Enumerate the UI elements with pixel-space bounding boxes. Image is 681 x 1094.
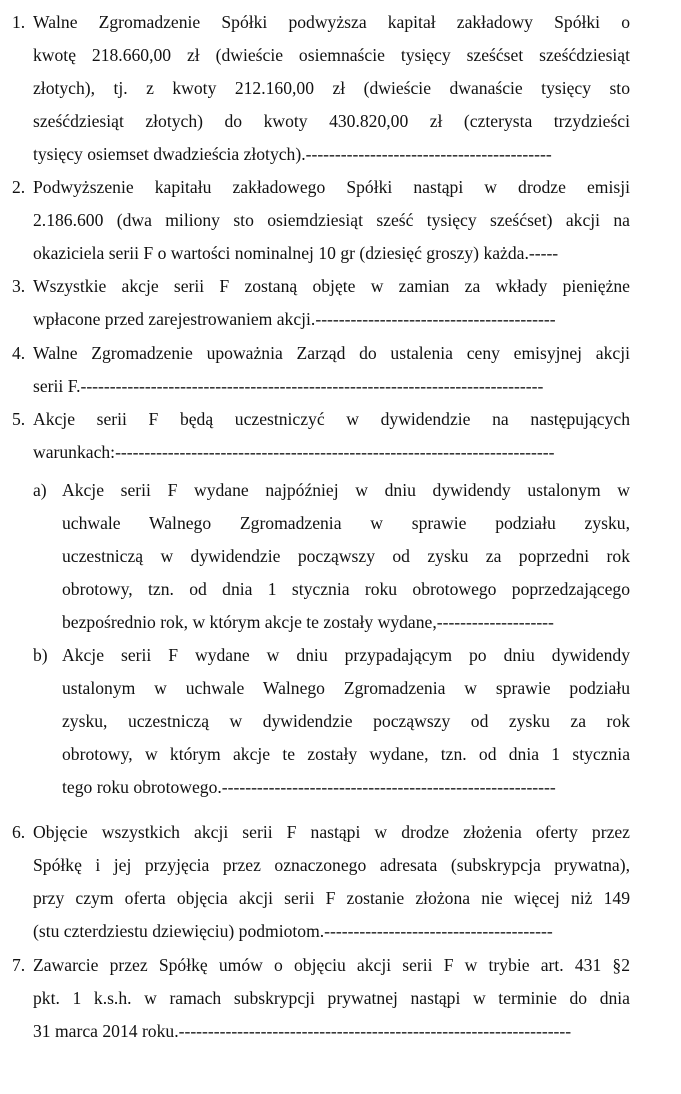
list-item-text-line: Objęcie wszystkich akcji serii F nastąpi w drodze złożenia oferty przez <box>33 822 630 842</box>
list-item-text-line: tysięcy osiemset dwadzieścia złotych).------------------------------------------ <box>33 144 552 164</box>
list-item-text-line: okaziciela serii F o wartości nominalnej 10 gr (dziesięć groszy) każda.----- <box>33 243 559 263</box>
list-item-text-line: Zawarcie przez Spółkę umów o objęciu akcji serii F w trybie art. 431 §2 <box>33 955 630 975</box>
subitem-text-line: bezpośrednio rok, w którym akcje te zostały wydane,-------------------- <box>62 612 554 632</box>
list-item-text-line: Walne Zgromadzenie upoważnia Zarząd do ustalenia ceny emisyjnej akcji <box>33 343 630 363</box>
subitem-text-line: zysku, uczestniczą w dywidendzie począwszy od zysku za rok <box>62 711 630 731</box>
list-item-text-line: przy czym oferta objęcia akcji serii F zostanie złożona nie więcej niż 149 <box>33 888 630 908</box>
list-item-text-line: wpłacone przed zarejestrowaniem akcji.----------------------------------------- <box>33 309 556 329</box>
subitem-text-line: uchwale Walnego Zgromadzenia w sprawie podziału zysku, <box>62 513 630 533</box>
subitem-letter: b) <box>33 645 48 665</box>
subitem-text-line: ustalonym w uchwale Walnego Zgromadzenia w sprawie podziału <box>62 678 630 698</box>
list-item-text-line: warunkach:--------------------------------------------------------------------------- <box>33 442 555 462</box>
list-item-text-line: (stu czterdziestu dziewięciu) podmiotom.--------------------------------------- <box>33 921 553 941</box>
subitem-letter: a) <box>33 480 47 500</box>
list-item-text-line: złotych), tj. z kwoty 212.160,00 zł (dwieście dwanaście tysięcy sto <box>33 78 630 98</box>
subitem-text-line: uczestniczą w dywidendzie począwszy od zysku za poprzedni rok <box>62 546 630 566</box>
subitem-text-line: Akcje serii F wydane w dniu przypadającym po dniu dywidendy <box>62 645 630 665</box>
list-item-text-line: Spółkę i jej przyjęcia przez oznaczonego adresata (subskrypcja prywatna), <box>33 855 630 875</box>
subitem-text-line: obrotowy, tzn. od dnia 1 stycznia roku obrotowego poprzedzającego <box>62 579 630 599</box>
subitem-text-line: obrotowy, w którym akcje te zostały wydane, tzn. od dnia 1 stycznia <box>62 744 630 764</box>
list-item-number: 7. <box>12 955 26 975</box>
list-item-number: 4. <box>12 343 26 363</box>
list-item-text-line: 31 marca 2014 roku.------------------------------------------------------------------- <box>33 1021 572 1041</box>
list-item-text-line: 2.186.600 (dwa miliony sto osiemdziesiąt sześć tysięcy sześćset) akcji na <box>33 210 630 230</box>
subitem-text-line: Akcje serii F wydane najpóźniej w dniu dywidendy ustalonym w <box>62 480 630 500</box>
list-item-number: 2. <box>12 177 26 197</box>
subitem-text-line: tego roku obrotowego.--------------------------------------------------------- <box>62 777 556 797</box>
list-item-number: 6. <box>12 822 26 842</box>
list-item-number: 1. <box>12 12 26 32</box>
list-item-number: 3. <box>12 276 26 296</box>
list-item-text-line: sześćdziesiąt złotych) do kwoty 430.820,00 zł (czterysta trzydzieści <box>33 111 630 131</box>
list-item-text-line: kwotę 218.660,00 zł (dwieście osiemnaście tysięcy sześćset sześćdziesiąt <box>33 45 630 65</box>
list-item-text-line: Podwyższenie kapitału zakładowego Spółki nastąpi w drodze emisji <box>33 177 630 197</box>
list-item-text-line: Walne Zgromadzenie Spółki podwyższa kapitał zakładowy Spółki o <box>33 12 630 32</box>
list-item-text-line: Akcje serii F będą uczestniczyć w dywidendzie na następujących <box>33 409 630 429</box>
list-item-number: 5. <box>12 409 26 429</box>
list-item-text-line: serii F.------------------------------------------------------------------------------- <box>33 376 544 396</box>
list-item-text-line: Wszystkie akcje serii F zostaną objęte w zamian za wkłady pieniężne <box>33 276 630 296</box>
list-item-text-line: pkt. 1 k.s.h. w ramach subskrypcji prywatnej nastąpi w terminie do dnia <box>33 988 630 1008</box>
